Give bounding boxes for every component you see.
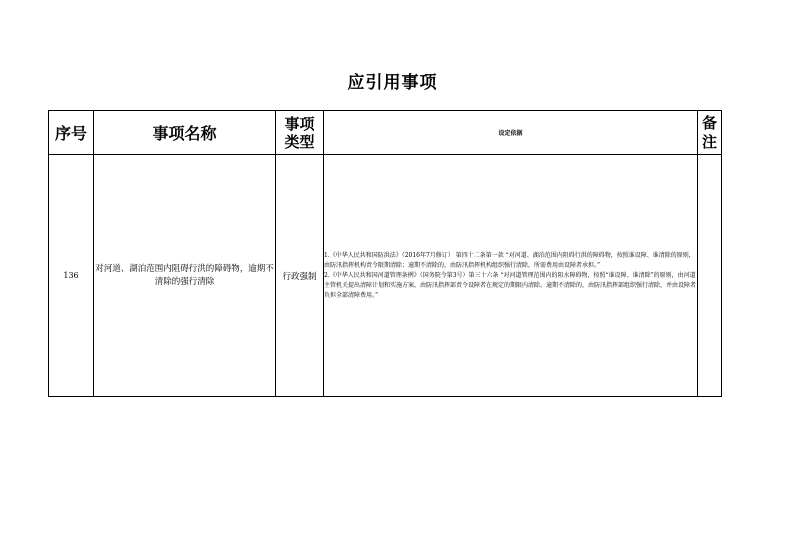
header-type-line-2: 类型 xyxy=(284,132,315,151)
basis-item-2: 2.《中华人民共和国河道管理条例》（国务院令第3号）第三十六条 “对河道管理范围内的阻水障碍物，按照“谁设障、谁清除”的原则，由河道主管机关提出清障计划和实施方案，由防汛指挥部责令设障者在规定的期限内清除。逾期不清除的，由防汛指挥部组织强行清除，并由设障者负担全部清障费用。” xyxy=(324,271,697,299)
row-basis xyxy=(324,155,698,397)
header-seq: 序号 xyxy=(49,111,94,155)
row-name: 对河道、湖泊范围内阻碍行洪的障碍物，逾期不清除的强行清除 xyxy=(94,155,276,397)
table-row xyxy=(49,155,722,397)
row-type: 行政强制 xyxy=(276,155,324,397)
basis-item-1: 1.《中华人民共和国防洪法》（2016年7月修订） 第四十二条第一款 “对河道、湖泊范围内阻碍行洪的障碍物，按照谁设障、谁清除的原则，由防汛指挥机构责令限期清除；逾期不清除的，由防汛指挥机构组织强行清除，所需费用由设障者承担。” xyxy=(324,251,695,269)
header-name: 事项名称 xyxy=(94,111,276,155)
header-type xyxy=(276,111,324,155)
items-table xyxy=(48,110,722,397)
header-note xyxy=(698,111,722,155)
header-note-line-2: 注 xyxy=(701,132,717,151)
header-note-line-1: 备 xyxy=(701,113,717,132)
row-note xyxy=(698,155,722,397)
page-title: 应引用事项 xyxy=(347,73,438,93)
table-header-row xyxy=(49,111,722,155)
row-seq: 136 xyxy=(49,155,94,397)
header-type-line-1: 事项 xyxy=(284,114,315,133)
header-basis: 设定依据 xyxy=(324,111,698,155)
